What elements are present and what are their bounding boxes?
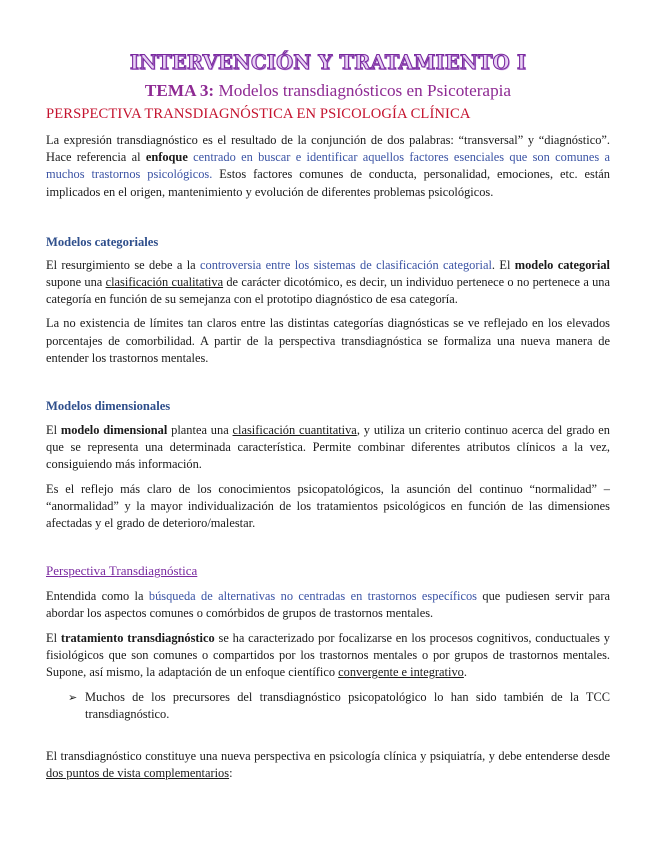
topic-number: TEMA 3:	[144, 81, 215, 100]
categoriales-blue-highlight: controversia entre los sistemas de clasificación categorial	[200, 257, 492, 272]
heading-perspectiva-transdiagnostica: Perspectiva Transdiagnóstica	[46, 563, 198, 579]
transdiagnostica-underlined-term: convergente e integrativo	[338, 665, 464, 680]
transdiagnostica-bold-term: tratamiento transdiagnóstico	[60, 630, 215, 645]
intro-text-2: Estos factores comunes de conducta, personalidad, emociones, etc. están implicados en el origen, mantenimiento y evolución de diferentes problemas psicológicos.	[46, 167, 610, 199]
intro-blue-highlight: centrado en buscar e identificar aquellos factores esenciales que son comunes a muchos trastornos psicológicos.	[46, 150, 610, 182]
dimensionales-bold-term: modelo dimensional	[60, 423, 168, 438]
categoriales-text-3: supone una	[46, 275, 106, 290]
transdiagnostica-paragraph-1	[46, 588, 610, 622]
categoriales-text-1: El resurgimiento se debe a la	[46, 257, 201, 272]
categoriales-paragraph-2: La no existencia de límites tan claros entre las distintas categorías diagnósticas se ve reflejado en los elevados porcentajes de comorbilidad. A partir de la perspectiva transdiagnóstica se formaliza una nueva manera de entender los trastornos mentales.	[46, 316, 610, 365]
dimensionales-paragraph-1	[46, 422, 610, 474]
transdiagnostica-text-6: El transdiagnóstico constituye una nueva perspectiva en psicología clínica y psiquiatría, y debe entenderse desde	[46, 748, 610, 763]
transdiagnostica-paragraph-3	[46, 748, 610, 782]
categoriales-bold-term: modelo categorial	[514, 257, 610, 272]
heading-modelos-dimensionales: Modelos dimensionales	[46, 399, 171, 414]
transdiagnostica-text-3: El	[46, 630, 61, 645]
intro-paragraph	[46, 132, 610, 201]
dimensionales-paragraph-2: Es el reflejo más claro de los conocimientos psicopatológicos, la asunción del continuo “normalidad” – “anormalidad” y la mayor individualización de los tratamientos psicológicos en función de las dimensiones afectadas y el grado de deterioro/malestar.	[46, 481, 610, 531]
document-page	[46, 50, 610, 782]
dimensionales-text-2: plantea una	[167, 423, 233, 438]
categoriales-underlined-term: clasificación cualitativa	[105, 275, 224, 290]
categoriales-text-2: . El	[491, 257, 515, 272]
document-title: INTERVENCIÓN Y TRATAMIENTO I	[129, 51, 527, 74]
categoriales-text-4: de carácter dicotómico, es decir, un individuo pertenece o no pertenece a una categoría en función de su semejanza con el prototipo diagnóstico de esa categoría.	[46, 275, 610, 307]
transdiagnostica-paragraph-2	[46, 630, 610, 682]
section-title: PERSPECTIVA TRANSDIAGNÓSTICA EN PSICOLOGÍA CLÍNICA	[46, 106, 471, 122]
topic-subtitle	[46, 80, 610, 102]
intro-bold-enfoque: enfoque	[145, 150, 188, 165]
transdiagnostica-text-2: que pudiesen servir para abordar los aspectos comunes o comórbidos de grupos de trastornos mentales.	[46, 589, 611, 621]
bullet-item	[68, 689, 610, 723]
heading-modelos-categoriales: Modelos categoriales	[46, 234, 159, 249]
transdiagnostica-text-5: .	[463, 665, 467, 680]
topic-name: Modelos transdiagnósticos en Psicoterapia	[214, 81, 512, 100]
dimensionales-underlined-term: clasificación cuantitativa	[232, 423, 357, 438]
categoriales-paragraph-1	[46, 257, 610, 309]
dimensionales-text-1: El	[46, 423, 61, 438]
arrowhead-bullet-icon: ➢	[68, 691, 78, 705]
transdiagnostica-blue-highlight: búsqueda de alternativas no centradas en trastornos específicos	[148, 589, 477, 604]
transdiagnostica-text-7: :	[229, 765, 233, 780]
dimensionales-text-3: , y utiliza un criterio continuo acerca del grado en que se representa una determinada característica. Permite combinar diferentes atributos clínicos a la vez, consiguiendo más información.	[46, 423, 610, 472]
transdiagnostica-text-1: Entendida como la	[46, 589, 149, 604]
intro-text-1: La expresión transdiagnóstico es el resultado de la conjunción de dos palabras: “transversal” y “diagnóstico”. Hace referencia al	[46, 133, 610, 165]
transdiagnostica-text-4: se ha caracterizado por focalizarse en los procesos cognitivos, conductuales y fisiológicos que son comunes o compartidos por los trastornos mentales o por grupos de trastornos mentales. Supone, así mismo, la adaptación de un enfoque científico	[46, 630, 610, 680]
bullet-text: Muchos de los precursores del transdiagnóstico psicopatológico lo han sido también de la TCC transdiagnóstico.	[85, 690, 610, 722]
transdiagnostica-underlined-phrase: dos puntos de vista complementarios	[46, 765, 230, 780]
